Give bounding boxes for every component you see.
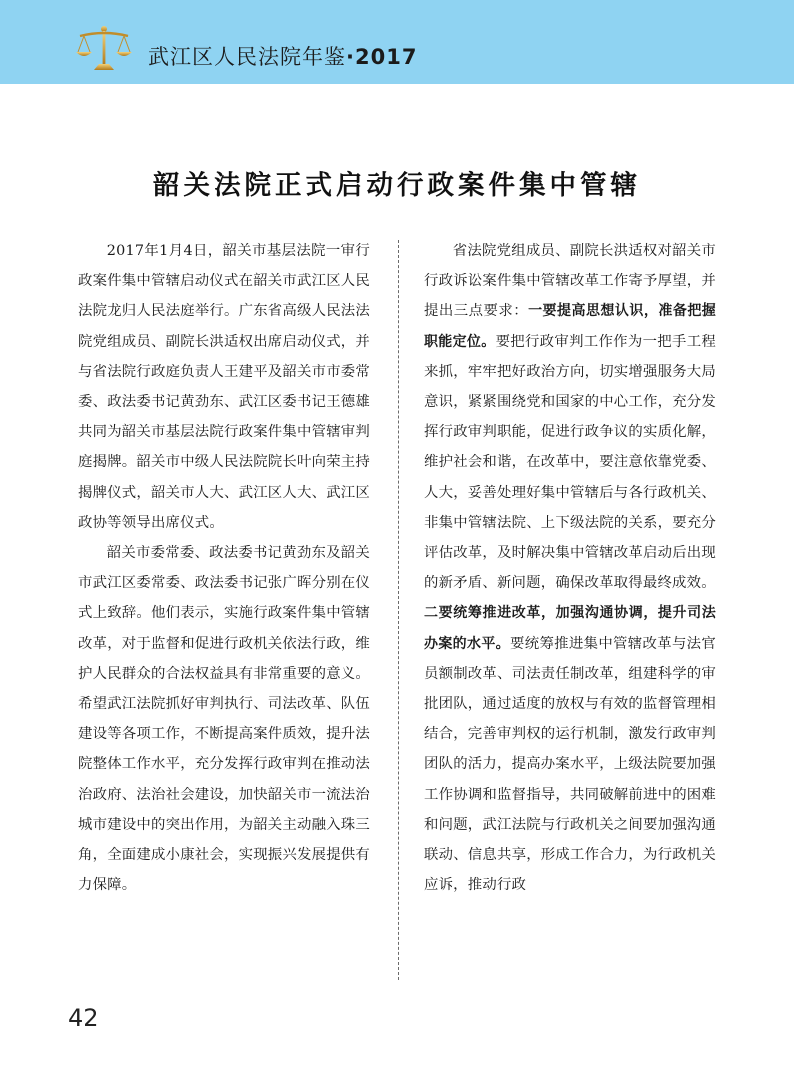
paragraph-text: 要统筹推进集中管辖改革与法官员额制改革、司法责任制改革，组建科学的审批团队，通过适度的放权与有效的监督管理相结合，完善审判权的运行机制，激发行政审判团队的活力，提高办案水平，上级法院要加强工作协调和监督指导，共同破解前进中的困难和问题，武江法院与行政机关之间要加强沟通联动、信息共享，形成工作合力，为行政机关应诉，推动行政 — [424, 635, 716, 894]
column-divider — [398, 240, 399, 980]
left-column — [78, 236, 370, 900]
right-column — [424, 236, 716, 900]
yearbook-title — [148, 43, 417, 71]
article-title: 韶关法院正式启动行政案件集中管辖 — [153, 169, 641, 201]
paragraph — [424, 598, 716, 900]
emphasis-text: 二要统筹推进改革，加强沟通协调，提升司法办案的水平。 — [424, 605, 716, 652]
emphasis-text: 一要提高思想认识，准备把握职能定位。 — [424, 303, 716, 350]
paragraph: 韶关市委常委、政法委书记黄劲东及韶关市武江区委常委、政法委书记张广晖分别在仪式上致辞。他们表示，实施行政案件集中管辖改革，对于监督和促进行政机关依法行政，维护人民群众的合法权益具有非常重要的意义。希望武江法院抓好审判执行、司法改革、队伍建设等各项工作，不断提高案件质效，提升法院整体工作水平，充分发挥行政审判在推动法治政府、法治社会建设，加快韶关市一流法治城市建设中的突出作用，为韶关主动融入珠三角，全面建成小康社会，实现振兴发展提供有力保障。 — [78, 545, 370, 894]
paragraph — [424, 236, 716, 598]
paragraph-text: 省法院党组成员、副院长洪适权对韶关市行政诉讼案件集中管辖改革工作寄予厚望，并提出三点要求： — [424, 243, 716, 320]
yearbook-name: 武江区人民法院年鉴 — [148, 45, 346, 69]
scales-of-justice-icon — [74, 24, 134, 72]
page-number: 42 — [68, 1004, 99, 1032]
yearbook-year: ·2017 — [346, 45, 418, 69]
header-bar — [0, 0, 794, 84]
paragraph: 2017年1月4日，韶关市基层法院一审行政案件集中管辖启动仪式在韶关市武江区人民法院龙归人民法庭举行。广东省高级人民法法院党组成员、副院长洪适权出席启动仪式，并与省法院行政庭负责人王建平及韶关市市委常委、政法委书记黄劲东、武江区委书记王德雄共同为韶关市基层法院行政案件集中管辖审判庭揭牌。韶关市中级人民法院院长叶向荣主持揭牌仪式，韶关市人大、武江区人大、武江区政协等领导出席仪式。 — [78, 243, 370, 531]
paragraph-text: 要把行政审判工作作为一把手工程来抓，牢牢把好政治方向，切实增强服务大局意识，紧紧围绕党和国家的中心工作，充分发挥行政审判职能，促进行政争议的实质化解，维护社会和谐，在改革中，要注意依靠党委、人大，妥善处理好集中管辖后与各行政机关、非集中管辖法院、上下级法院的关系，要充分评估改革，及时解决集中管辖改革启动后出现的新矛盾、新问题，确保改革取得最终成效。 — [424, 333, 716, 592]
